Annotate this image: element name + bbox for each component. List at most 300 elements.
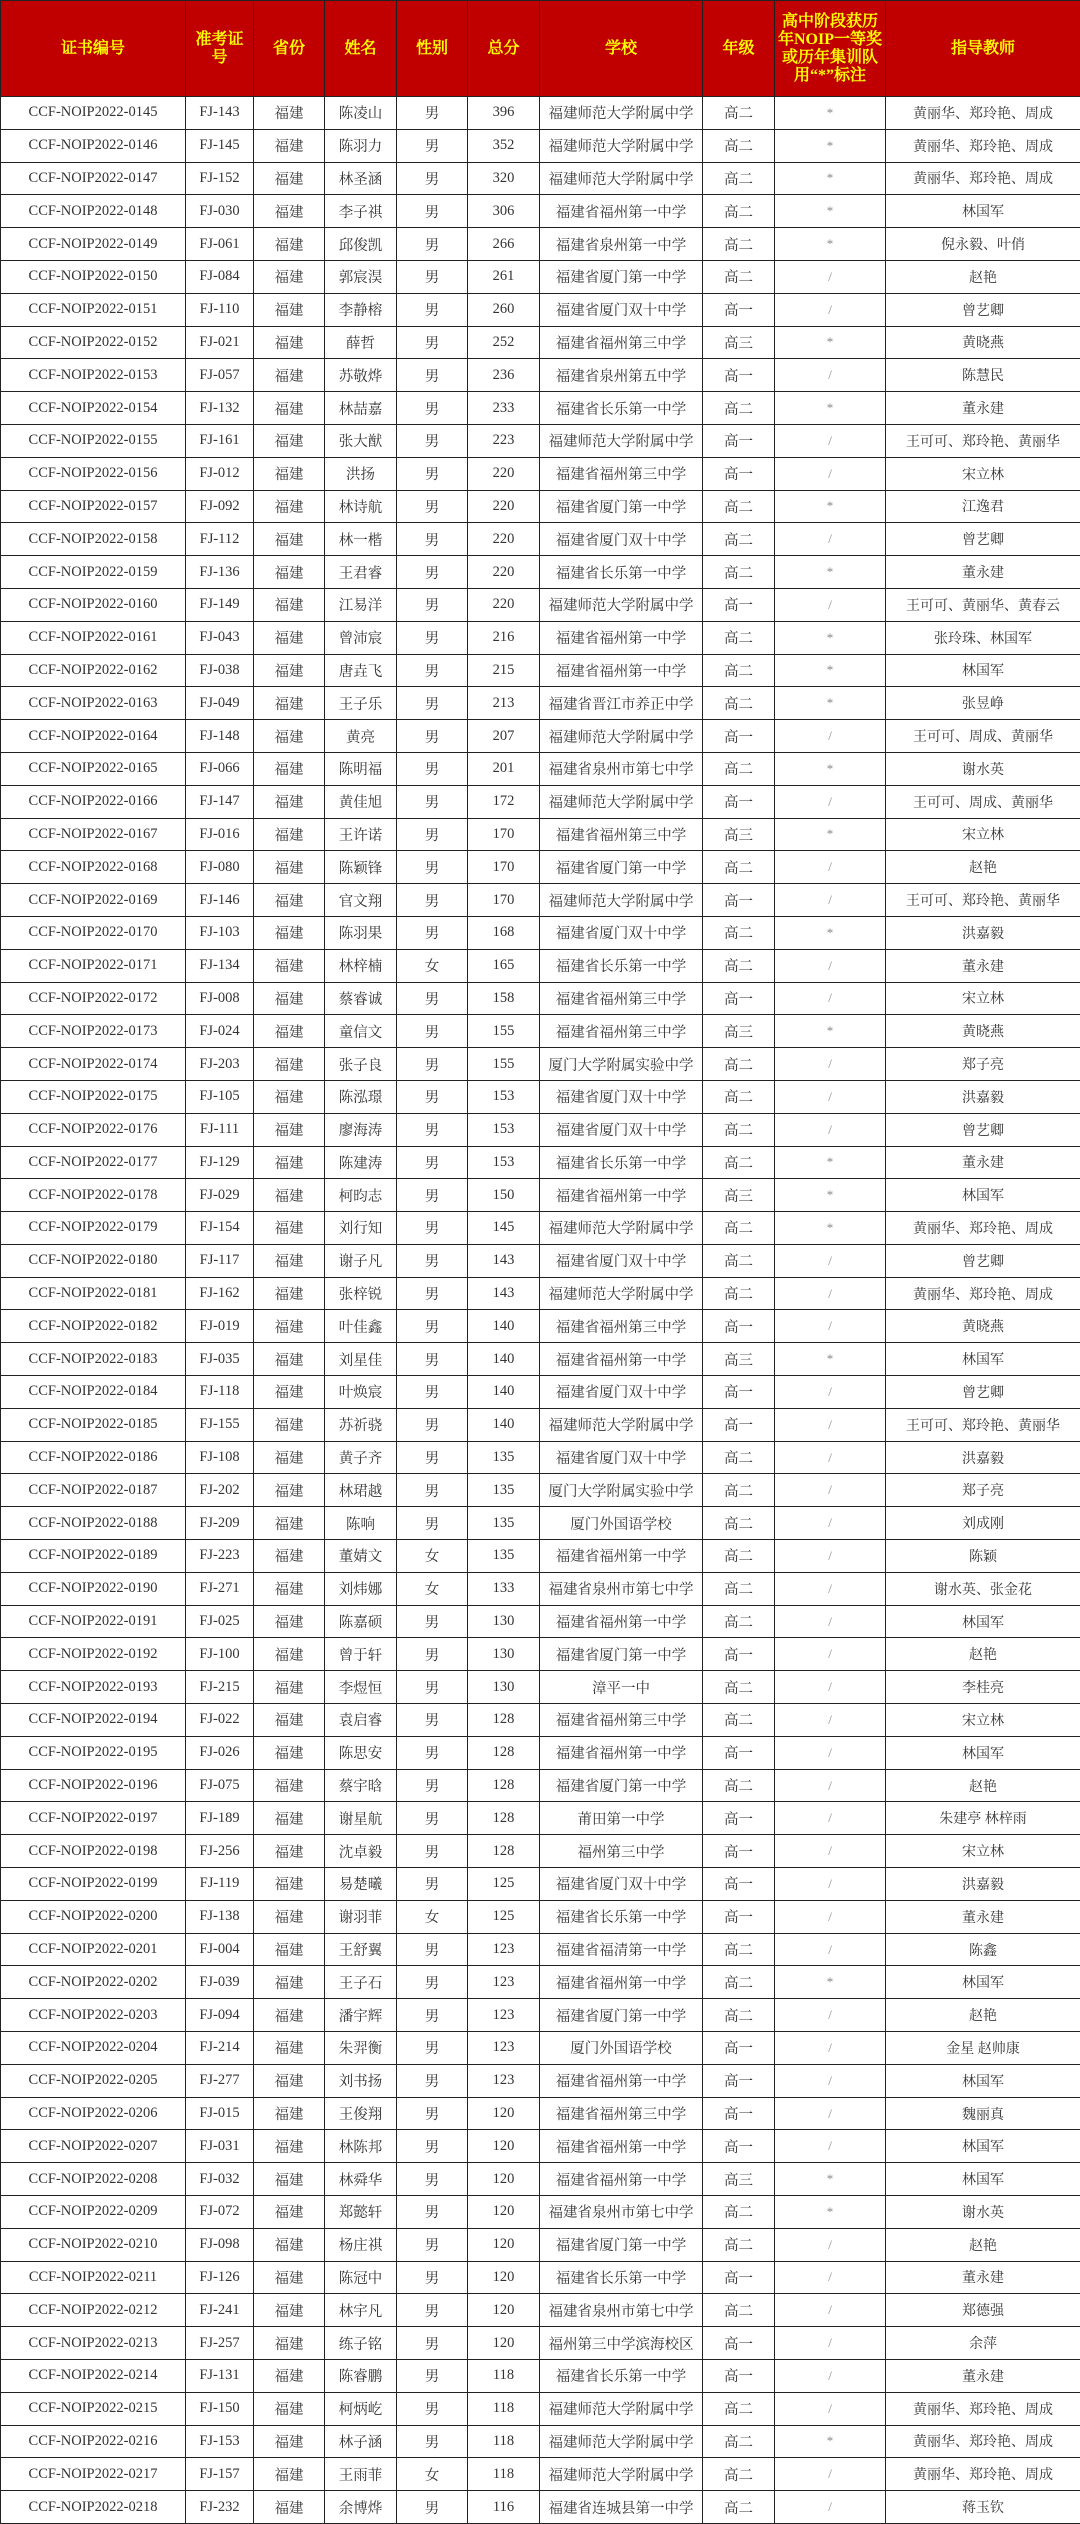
prior-award-mark-cell: * [775, 1343, 886, 1376]
teacher-cell: 林国军 [886, 2064, 1080, 2097]
province-cell: 福建 [254, 2064, 325, 2097]
certificate-no-cell: CCF-NOIP2022-0187 [1, 1474, 186, 1507]
score-cell: 140 [468, 1343, 540, 1376]
prior-award-mark-cell: * [775, 687, 886, 720]
score-cell: 220 [468, 490, 540, 523]
table-row [1, 1835, 1080, 1868]
exam-no-cell: FJ-149 [186, 588, 254, 621]
student-name-cell: 陈羽力 [325, 129, 397, 162]
gender-cell: 男 [397, 2130, 468, 2163]
table-row [1, 1966, 1080, 1999]
province-cell: 福建 [254, 1080, 325, 1113]
teacher-cell: 王可可、周成、黄丽华 [886, 720, 1080, 753]
score-cell: 125 [468, 1868, 540, 1901]
province-cell: 福建 [254, 556, 325, 589]
grade-cell: 高三 [703, 1343, 775, 1376]
grade-cell: 高二 [703, 523, 775, 556]
grade-cell: 高二 [703, 195, 775, 228]
exam-no-cell: FJ-029 [186, 1179, 254, 1212]
gender-cell: 男 [397, 1769, 468, 1802]
grade-cell: 高一 [703, 884, 775, 917]
score-cell: 123 [468, 2064, 540, 2097]
grade-cell: 高二 [703, 1080, 775, 1113]
school-cell: 福建省福州第一中学 [540, 2130, 703, 2163]
prior-award-mark-cell: * [775, 1966, 886, 1999]
province-cell: 福建 [254, 2491, 325, 2524]
province-cell: 福建 [254, 916, 325, 949]
school-cell: 福建省长乐第一中学 [540, 392, 703, 425]
table-row [1, 556, 1080, 589]
province-cell: 福建 [254, 2261, 325, 2294]
school-cell: 福建师范大学附属中学 [540, 2392, 703, 2425]
certificate-no-cell: CCF-NOIP2022-0192 [1, 1638, 186, 1671]
exam-no-cell: FJ-277 [186, 2064, 254, 2097]
prior-award-mark-cell: / [775, 2294, 886, 2327]
school-cell: 厦门外国语学校 [540, 1507, 703, 1540]
score-cell: 125 [468, 1900, 540, 1933]
province-cell: 福建 [254, 1900, 325, 1933]
exam-no-cell: FJ-146 [186, 884, 254, 917]
student-name-cell: 林子涵 [325, 2425, 397, 2458]
prior-award-mark-cell: / [775, 1769, 886, 1802]
teacher-cell: 林国军 [886, 1343, 1080, 1376]
prior-award-mark-cell: / [775, 1999, 886, 2032]
prior-award-mark-cell: * [775, 2425, 886, 2458]
province-cell: 福建 [254, 1408, 325, 1441]
certificate-no-cell: CCF-NOIP2022-0180 [1, 1244, 186, 1277]
student-name-cell: 王子石 [325, 1966, 397, 1999]
student-name-cell: 刘炜娜 [325, 1572, 397, 1605]
table-row [1, 588, 1080, 621]
certificate-no-cell: CCF-NOIP2022-0158 [1, 523, 186, 556]
exam-no-cell: FJ-161 [186, 424, 254, 457]
table-row [1, 1900, 1080, 1933]
header-certificate-no: 证书编号 [1, 1, 186, 97]
teacher-cell: 王可可、郑玲艳、黄丽华 [886, 424, 1080, 457]
gender-cell: 男 [397, 392, 468, 425]
student-name-cell: 曾沛宸 [325, 621, 397, 654]
certificate-no-cell: CCF-NOIP2022-0174 [1, 1048, 186, 1081]
school-cell: 福建省厦门双十中学 [540, 1244, 703, 1277]
gender-cell: 男 [397, 2163, 468, 2196]
school-cell: 福建省福州第一中学 [540, 1343, 703, 1376]
table-row [1, 851, 1080, 884]
score-cell: 145 [468, 1212, 540, 1245]
province-cell: 福建 [254, 1540, 325, 1573]
gender-cell: 男 [397, 326, 468, 359]
grade-cell: 高一 [703, 2359, 775, 2392]
teacher-cell: 陈鑫 [886, 1933, 1080, 1966]
grade-cell: 高三 [703, 2163, 775, 2196]
table-row [1, 982, 1080, 1015]
exam-no-cell: FJ-026 [186, 1736, 254, 1769]
school-cell: 福建省厦门双十中学 [540, 293, 703, 326]
prior-award-mark-cell: * [775, 2163, 886, 2196]
student-name-cell: 郑懿轩 [325, 2196, 397, 2229]
table-row [1, 2327, 1080, 2360]
exam-no-cell: FJ-152 [186, 162, 254, 195]
certificate-no-cell: CCF-NOIP2022-0199 [1, 1868, 186, 1901]
teacher-cell: 林国军 [886, 195, 1080, 228]
table-row [1, 1474, 1080, 1507]
exam-no-cell: FJ-215 [186, 1671, 254, 1704]
teacher-cell: 朱建亭 林梓雨 [886, 1802, 1080, 1835]
score-cell: 252 [468, 326, 540, 359]
teacher-cell: 宋立林 [886, 1704, 1080, 1737]
gender-cell: 男 [397, 884, 468, 917]
grade-cell: 高二 [703, 1933, 775, 1966]
prior-award-mark-cell: / [775, 1277, 886, 1310]
exam-no-cell: FJ-043 [186, 621, 254, 654]
prior-award-mark-cell: / [775, 2458, 886, 2491]
table-row [1, 2392, 1080, 2425]
exam-no-cell: FJ-008 [186, 982, 254, 1015]
school-cell: 福建省厦门双十中学 [540, 523, 703, 556]
gender-cell: 男 [397, 1113, 468, 1146]
teacher-cell: 陈颖 [886, 1540, 1080, 1573]
province-cell: 福建 [254, 1933, 325, 1966]
certificate-no-cell: CCF-NOIP2022-0206 [1, 2097, 186, 2130]
school-cell: 福建省福州第三中学 [540, 1310, 703, 1343]
exam-no-cell: FJ-004 [186, 1933, 254, 1966]
student-name-cell: 王俊翔 [325, 2097, 397, 2130]
exam-no-cell: FJ-072 [186, 2196, 254, 2229]
grade-cell: 高一 [703, 785, 775, 818]
province-cell: 福建 [254, 884, 325, 917]
gender-cell: 男 [397, 293, 468, 326]
school-cell: 福建省厦门第一中学 [540, 1999, 703, 2032]
exam-no-cell: FJ-214 [186, 2032, 254, 2065]
province-cell: 福建 [254, 2359, 325, 2392]
province-cell: 福建 [254, 2163, 325, 2196]
gender-cell: 男 [397, 1277, 468, 1310]
province-cell: 福建 [254, 2327, 325, 2360]
gender-cell: 男 [397, 720, 468, 753]
gender-cell: 男 [397, 97, 468, 130]
table-row [1, 1999, 1080, 2032]
province-cell: 福建 [254, 1507, 325, 1540]
certificate-no-cell: CCF-NOIP2022-0148 [1, 195, 186, 228]
province-cell: 福建 [254, 1966, 325, 1999]
province-cell: 福建 [254, 2392, 325, 2425]
gender-cell: 男 [397, 490, 468, 523]
table-row [1, 2261, 1080, 2294]
exam-no-cell: FJ-143 [186, 97, 254, 130]
school-cell: 福州第三中学滨海校区 [540, 2327, 703, 2360]
prior-award-mark-cell: * [775, 621, 886, 654]
teacher-cell: 王可可、郑玲艳、黄丽华 [886, 884, 1080, 917]
student-name-cell: 黄佳旭 [325, 785, 397, 818]
school-cell: 福建省厦门双十中学 [540, 1868, 703, 1901]
prior-award-mark-cell: / [775, 359, 886, 392]
province-cell: 福建 [254, 97, 325, 130]
school-cell: 福建省泉州第一中学 [540, 228, 703, 261]
student-name-cell: 张大猷 [325, 424, 397, 457]
table-row [1, 1376, 1080, 1409]
student-name-cell: 洪扬 [325, 457, 397, 490]
school-cell: 福建省福州第一中学 [540, 1966, 703, 1999]
certificate-no-cell: CCF-NOIP2022-0179 [1, 1212, 186, 1245]
table-row [1, 490, 1080, 523]
grade-cell: 高二 [703, 1277, 775, 1310]
grade-cell: 高二 [703, 2425, 775, 2458]
grade-cell: 高二 [703, 949, 775, 982]
grade-cell: 高二 [703, 1540, 775, 1573]
teacher-cell: 赵艳 [886, 1769, 1080, 1802]
student-name-cell: 陈嘉硕 [325, 1605, 397, 1638]
table-row [1, 392, 1080, 425]
grade-cell: 高二 [703, 2392, 775, 2425]
teacher-cell: 宋立林 [886, 982, 1080, 1015]
teacher-cell: 林国军 [886, 654, 1080, 687]
header-name: 姓名 [325, 1, 397, 97]
score-cell: 130 [468, 1605, 540, 1638]
prior-award-mark-cell: / [775, 1310, 886, 1343]
prior-award-mark-cell: * [775, 556, 886, 589]
certificate-no-cell: CCF-NOIP2022-0162 [1, 654, 186, 687]
province-cell: 福建 [254, 260, 325, 293]
exam-no-cell: FJ-092 [186, 490, 254, 523]
teacher-cell: 魏丽真 [886, 2097, 1080, 2130]
prior-award-mark-cell: * [775, 1179, 886, 1212]
gender-cell: 男 [397, 982, 468, 1015]
gender-cell: 男 [397, 818, 468, 851]
prior-award-mark-cell: * [775, 228, 886, 261]
certificate-no-cell: CCF-NOIP2022-0166 [1, 785, 186, 818]
table-row [1, 359, 1080, 392]
certificate-no-cell: CCF-NOIP2022-0181 [1, 1277, 186, 1310]
province-cell: 福建 [254, 1441, 325, 1474]
table-row [1, 720, 1080, 753]
province-cell: 福建 [254, 228, 325, 261]
score-cell: 158 [468, 982, 540, 1015]
school-cell: 福建省福州第三中学 [540, 982, 703, 1015]
gender-cell: 男 [397, 1736, 468, 1769]
school-cell: 福建省厦门双十中学 [540, 916, 703, 949]
score-cell: 130 [468, 1638, 540, 1671]
prior-award-mark-cell: / [775, 260, 886, 293]
certificate-no-cell: CCF-NOIP2022-0201 [1, 1933, 186, 1966]
table-row [1, 949, 1080, 982]
prior-award-mark-cell: / [775, 1802, 886, 1835]
school-cell: 福建省福清第一中学 [540, 1933, 703, 1966]
prior-award-mark-cell: / [775, 523, 886, 556]
score-cell: 120 [468, 2327, 540, 2360]
province-cell: 福建 [254, 293, 325, 326]
prior-award-mark-cell: / [775, 1113, 886, 1146]
header-prior-award-mark: 高中阶段获历年NOIP一等奖或历年集训队用“*”标注 [775, 1, 886, 97]
exam-no-cell: FJ-223 [186, 1540, 254, 1573]
gender-cell: 男 [397, 1179, 468, 1212]
student-name-cell: 林陈邦 [325, 2130, 397, 2163]
student-name-cell: 王舒翼 [325, 1933, 397, 1966]
table-row [1, 1212, 1080, 1245]
table-row [1, 752, 1080, 785]
exam-no-cell: FJ-016 [186, 818, 254, 851]
certificate-no-cell: CCF-NOIP2022-0202 [1, 1966, 186, 1999]
grade-cell: 高二 [703, 2196, 775, 2229]
gender-cell: 男 [397, 621, 468, 654]
student-name-cell: 张梓锐 [325, 1277, 397, 1310]
school-cell: 厦门外国语学校 [540, 2032, 703, 2065]
certificate-no-cell: CCF-NOIP2022-0217 [1, 2458, 186, 2491]
student-name-cell: 刘星佳 [325, 1343, 397, 1376]
grade-cell: 高一 [703, 1638, 775, 1671]
province-cell: 福建 [254, 1769, 325, 1802]
table-body [1, 97, 1080, 2524]
prior-award-mark-cell: / [775, 1933, 886, 1966]
teacher-cell: 董永建 [886, 949, 1080, 982]
province-cell: 福建 [254, 2130, 325, 2163]
score-cell: 153 [468, 1080, 540, 1113]
prior-award-mark-cell: / [775, 982, 886, 1015]
gender-cell: 女 [397, 1572, 468, 1605]
teacher-cell: 黄丽华、郑玲艳、周成 [886, 2425, 1080, 2458]
school-cell: 福建省泉州市第七中学 [540, 1572, 703, 1605]
exam-no-cell: FJ-119 [186, 1868, 254, 1901]
exam-no-cell: FJ-203 [186, 1048, 254, 1081]
grade-cell: 高二 [703, 2228, 775, 2261]
table-row [1, 1605, 1080, 1638]
table-row [1, 1343, 1080, 1376]
certificate-no-cell: CCF-NOIP2022-0163 [1, 687, 186, 720]
teacher-cell: 黄晓燕 [886, 326, 1080, 359]
gender-cell: 男 [397, 1244, 468, 1277]
score-cell: 220 [468, 457, 540, 490]
teacher-cell: 宋立林 [886, 1835, 1080, 1868]
certificate-no-cell: CCF-NOIP2022-0207 [1, 2130, 186, 2163]
school-cell: 福建省福州第三中学 [540, 457, 703, 490]
header-school: 学校 [540, 1, 703, 97]
student-name-cell: 陈建涛 [325, 1146, 397, 1179]
province-cell: 福建 [254, 424, 325, 457]
teacher-cell: 郑子亮 [886, 1048, 1080, 1081]
prior-award-mark-cell: / [775, 1540, 886, 1573]
grade-cell: 高一 [703, 1310, 775, 1343]
province-cell: 福建 [254, 851, 325, 884]
exam-no-cell: FJ-075 [186, 1769, 254, 1802]
grade-cell: 高一 [703, 293, 775, 326]
score-cell: 168 [468, 916, 540, 949]
school-cell: 福建省厦门第一中学 [540, 851, 703, 884]
score-cell: 123 [468, 1966, 540, 1999]
prior-award-mark-cell: * [775, 162, 886, 195]
province-cell: 福建 [254, 2032, 325, 2065]
grade-cell: 高二 [703, 1704, 775, 1737]
school-cell: 福建师范大学附属中学 [540, 2458, 703, 2491]
certificate-no-cell: CCF-NOIP2022-0186 [1, 1441, 186, 1474]
exam-no-cell: FJ-126 [186, 2261, 254, 2294]
province-cell: 福建 [254, 1343, 325, 1376]
grade-cell: 高三 [703, 1179, 775, 1212]
gender-cell: 男 [397, 2032, 468, 2065]
certificate-no-cell: CCF-NOIP2022-0160 [1, 588, 186, 621]
table-row [1, 162, 1080, 195]
certificate-no-cell: CCF-NOIP2022-0204 [1, 2032, 186, 2065]
prior-award-mark-cell: / [775, 1638, 886, 1671]
student-name-cell: 柯昀志 [325, 1179, 397, 1212]
table-row [1, 2032, 1080, 2065]
teacher-cell: 黄丽华、郑玲艳、周成 [886, 1277, 1080, 1310]
gender-cell: 男 [397, 1638, 468, 1671]
grade-cell: 高二 [703, 1671, 775, 1704]
province-cell: 福建 [254, 457, 325, 490]
prior-award-mark-cell: / [775, 2491, 886, 2524]
province-cell: 福建 [254, 129, 325, 162]
student-name-cell: 邱俊凯 [325, 228, 397, 261]
certificate-no-cell: CCF-NOIP2022-0195 [1, 1736, 186, 1769]
province-cell: 福建 [254, 1835, 325, 1868]
student-name-cell: 王子乐 [325, 687, 397, 720]
gender-cell: 男 [397, 1507, 468, 1540]
grade-cell: 高一 [703, 2327, 775, 2360]
teacher-cell: 谢水英 [886, 2196, 1080, 2229]
student-name-cell: 林诗航 [325, 490, 397, 523]
table-row [1, 2064, 1080, 2097]
exam-no-cell: FJ-019 [186, 1310, 254, 1343]
province-cell: 福建 [254, 621, 325, 654]
exam-no-cell: FJ-150 [186, 2392, 254, 2425]
prior-award-mark-cell: / [775, 2392, 886, 2425]
certificate-no-cell: CCF-NOIP2022-0209 [1, 2196, 186, 2229]
score-cell: 116 [468, 2491, 540, 2524]
grade-cell: 高一 [703, 588, 775, 621]
exam-no-cell: FJ-108 [186, 1441, 254, 1474]
table-row [1, 260, 1080, 293]
certificate-no-cell: CCF-NOIP2022-0216 [1, 2425, 186, 2458]
province-cell: 福建 [254, 1048, 325, 1081]
grade-cell: 高二 [703, 2491, 775, 2524]
teacher-cell: 曾艺卿 [886, 523, 1080, 556]
prior-award-mark-cell: / [775, 1441, 886, 1474]
gender-cell: 男 [397, 687, 468, 720]
certificate-no-cell: CCF-NOIP2022-0183 [1, 1343, 186, 1376]
teacher-cell: 倪永毅、叶俏 [886, 228, 1080, 261]
prior-award-mark-cell: / [775, 1704, 886, 1737]
table-row [1, 1015, 1080, 1048]
certificate-no-cell: CCF-NOIP2022-0190 [1, 1572, 186, 1605]
grade-cell: 高二 [703, 1441, 775, 1474]
student-name-cell: 林梓楠 [325, 949, 397, 982]
student-name-cell: 张子良 [325, 1048, 397, 1081]
student-name-cell: 黄亮 [325, 720, 397, 753]
exam-no-cell: FJ-025 [186, 1605, 254, 1638]
score-cell: 170 [468, 851, 540, 884]
teacher-cell: 李桂亮 [886, 1671, 1080, 1704]
table-row [1, 195, 1080, 228]
province-cell: 福建 [254, 785, 325, 818]
school-cell: 福建省厦门第一中学 [540, 1769, 703, 1802]
exam-no-cell: FJ-145 [186, 129, 254, 162]
school-cell: 福建省福州第一中学 [540, 1540, 703, 1573]
teacher-cell: 曾艺卿 [886, 1376, 1080, 1409]
student-name-cell: 谢子凡 [325, 1244, 397, 1277]
table-row [1, 621, 1080, 654]
score-cell: 120 [468, 2130, 540, 2163]
student-name-cell: 王君睿 [325, 556, 397, 589]
school-cell: 漳平一中 [540, 1671, 703, 1704]
grade-cell: 高二 [703, 556, 775, 589]
certificate-no-cell: CCF-NOIP2022-0170 [1, 916, 186, 949]
table-row [1, 2425, 1080, 2458]
teacher-cell: 郑德强 [886, 2294, 1080, 2327]
score-cell: 165 [468, 949, 540, 982]
prior-award-mark-cell: * [775, 97, 886, 130]
teacher-cell: 洪嘉毅 [886, 916, 1080, 949]
exam-no-cell: FJ-030 [186, 195, 254, 228]
table-row [1, 2097, 1080, 2130]
student-name-cell: 王雨菲 [325, 2458, 397, 2491]
